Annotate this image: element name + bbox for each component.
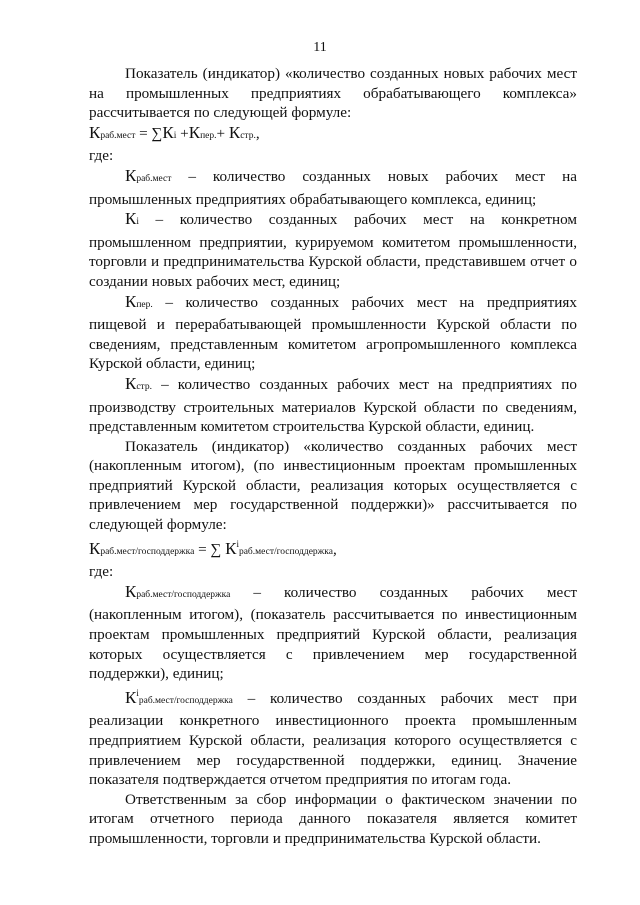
definition-k-str: Кстр. – количество созданных рабочих мест на предприятиях по производству строительных материалов Курской области по сведениям, представленным комитетом строительства Курской области, единиц. — [89, 373, 577, 436]
definition-k-gospodderzhka: Краб.мест/господдержка – количество созданных рабочих мест (накопленным итогом), (показатель рассчитывается по инвестиционным проектам промышленных предприятий Курской области, реализация которых осуществляется с привлечением мер государственной поддержки), единиц; — [89, 581, 577, 683]
paragraph-indicator-1: Показатель (индикатор) «количество созданных новых рабочих мест на промышленных предприятиях обрабатывающего комплекса» рассчитывается по следующей формуле: — [89, 65, 577, 122]
document-body — [89, 64, 577, 849]
definition-k-rab-mest: Краб.мест – количество созданных новых рабочих мест на промышленных предприятиях обрабатывающего комплекса, единиц; — [89, 165, 577, 208]
where-label-1: где: — [89, 147, 114, 165]
definition-k-per: Кпер. – количество созданных рабочих мест на предприятиях пищевой и перерабатывающей промышленности Курской области по сведениям, представленным комитетом агропромышленного комплекса Курской области, единиц; — [89, 291, 577, 373]
formula-1: Краб.мест = ∑Кi +Кпер.+ Кстр., — [89, 122, 260, 142]
where-label-2: где: — [89, 563, 114, 581]
paragraph-indicator-2: Показатель (индикатор) «количество созданных рабочих мест (накопленным итогом), (по инвестиционным проектам промышленных предприятий Курской области, реализация которых осуществляется с привлечением мер государственной поддержки)» рассчитывается по следующей формуле: — [89, 437, 577, 534]
formula-2: Краб.мест/господдержка = ∑ $К^iраб.мест$/господдержка, — [89, 538, 337, 558]
paragraph-responsible: Ответственным за сбор информации о фактическом значении по итогам отчетного периода данного показателя является комитет промышленности, торговли и предпринимательства Курской области. — [89, 790, 577, 847]
definition-k-i-gospodderzhka: $К^iраб.мест$/господдержка – количество созданных рабочих мест при реализации конкретного инвестиционного проекта промышленным предприятием Курской области, реализация которого осуществляется с привлечением мер государственной поддержки, единиц. Значение показателя подтверждается отчетом предприятия по итогам года. — [89, 687, 577, 789]
page-number: 11 — [313, 40, 327, 55]
definition-k-i: Кi – количество созданных рабочих мест на конкретном промышленном предприятии, курируемом комитетом промышленности, торговли и предпринимательства Курской области, представившем отчет о создании новых рабочих мест, единиц; — [89, 209, 577, 290]
